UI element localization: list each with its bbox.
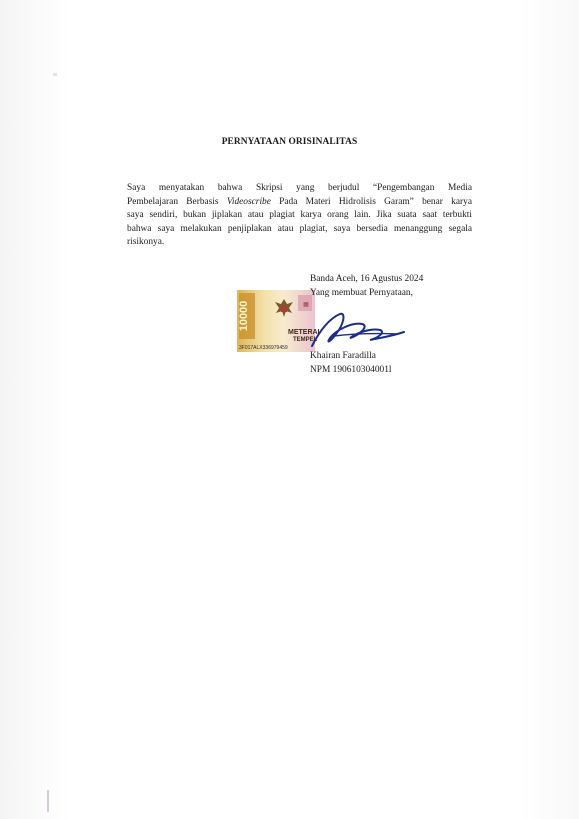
paragraph-line: bahwa saya melakukan penjiplakan atau plagiat, saya bersedia menanggung segala xyxy=(127,223,472,234)
signature-block xyxy=(310,273,480,377)
paragraph-line: risikonya. xyxy=(127,237,165,248)
signer-name: Khairan Faradilla xyxy=(310,351,376,362)
scan-speck xyxy=(53,73,57,76)
italic-term: Videoscribe xyxy=(226,196,271,207)
stamp-label-meterai: METERAI xyxy=(288,329,320,336)
made-by-label: Yang membuat Pernyataan, xyxy=(310,287,413,298)
stamp-label-tempel: TEMPEL xyxy=(293,337,318,343)
document-title: PERNYATAAN ORISINALITAS xyxy=(221,137,358,147)
place-date: Banda Aceh, 16 Agustus 2024 xyxy=(310,274,424,284)
signature-space xyxy=(310,300,480,350)
paragraph-line: Saya menyatakan bahwa Skripsi yang berjudul “Pengembangan Media xyxy=(127,183,472,193)
stamp-serial: 3F017ALX336979459 xyxy=(239,345,288,351)
stamp-value: 10000 xyxy=(238,300,250,332)
svg-text:▦: ▦ xyxy=(303,302,309,308)
scan-edge-mark xyxy=(47,790,49,812)
signer-npm: NPM 190610304001l xyxy=(310,364,392,375)
statement-paragraph xyxy=(127,182,472,250)
paragraph-line: saya sendiri, bukan jiplakan atau plagiat karya orang lain. Jika suata saat terbukti xyxy=(127,210,472,221)
paragraph-line: Pembelajaran Berbasis Videoscribe Pada Materi Hidrolisis Garam” benar karya xyxy=(127,196,472,207)
